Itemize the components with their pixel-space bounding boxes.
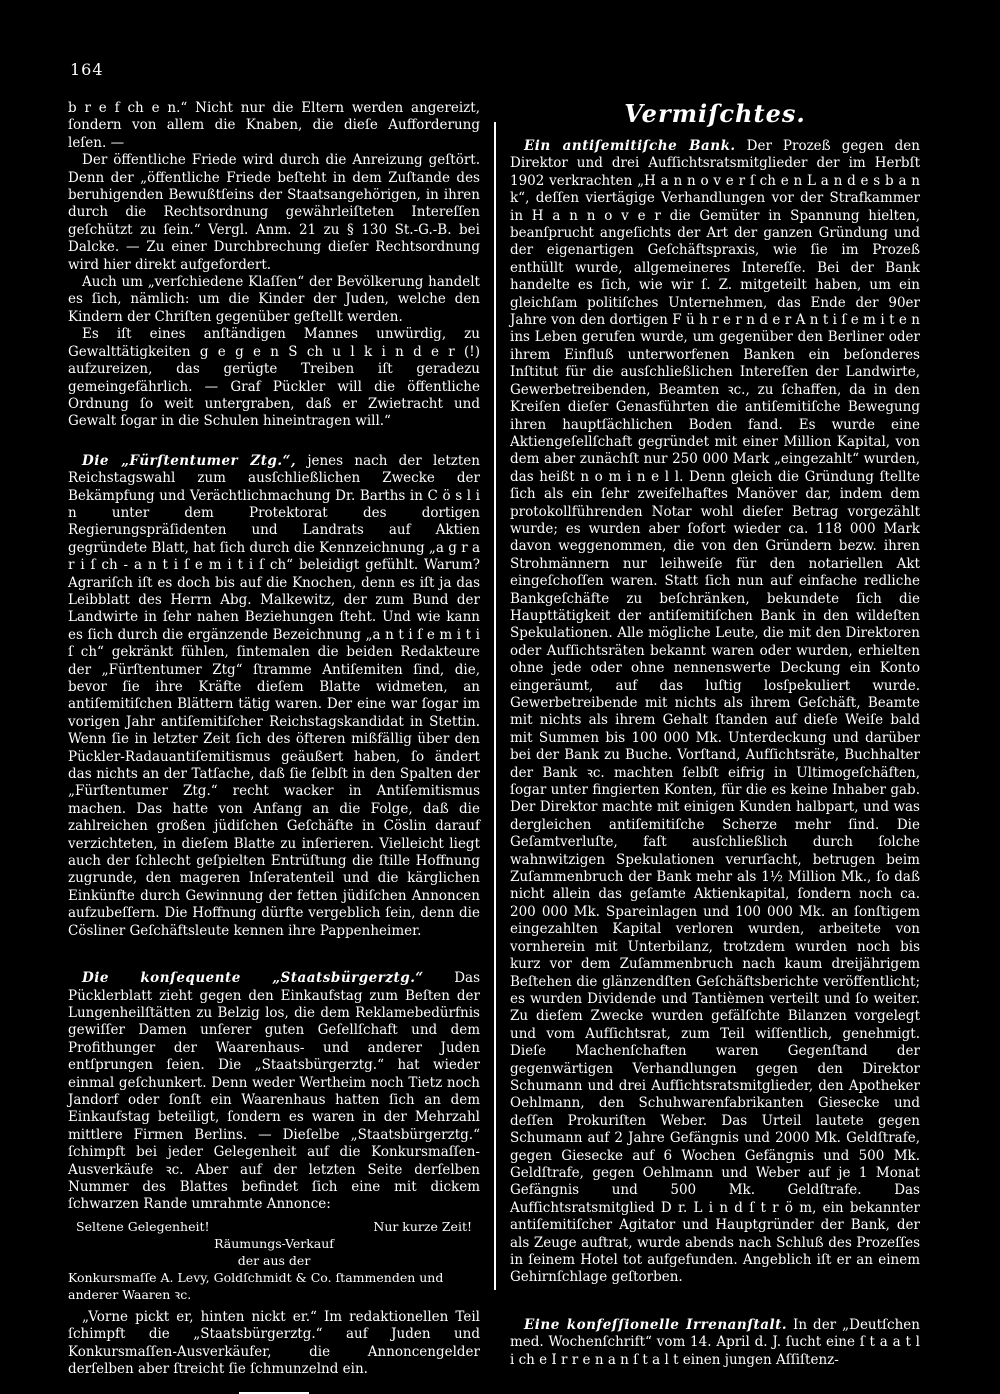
article-heading: Eine konfeſſionelle Irrenanſtalt. xyxy=(524,1316,788,1333)
quoted-advertisement xyxy=(68,1218,480,1303)
article-bank xyxy=(510,138,920,1287)
article-heading: Die konſequente „Staatsbürgerztg.“ xyxy=(82,970,424,987)
article-staatsbuergerztg xyxy=(68,970,480,1214)
ad-subtitle: der aus der xyxy=(237,1252,311,1268)
article-heading: Ein antiſemitiſche Bank. xyxy=(524,138,736,154)
ad-left-text: Seltene Gelegenheit! xyxy=(76,1218,210,1234)
paragraph: Auch um „verſchiedene Klaſſen“ der Bevölkerung handelt es ſich, nämlich: um die Kinder der Juden, welche den Kindern der Chriſten gegenüber geſtellt werden. xyxy=(68,274,480,325)
paragraph: „Vorne pickt er, hinten nickt er.“ Im redaktionellen Teil ſchimpft die „Staatsbürgerztg.“ auf Juden und Konkursmaſſen-Ausverkäufer, die Annoncengelder derſelben aber ſtreicht ſie ſchmunzelnd ein. xyxy=(68,1308,480,1377)
ad-right-text: Nur kurze Zeit! xyxy=(373,1218,472,1234)
paragraph: Der öffentliche Friede wird durch die Anreizung geſtört. Denn der „öffentliche Friede beſteht in dem Zuſtande des beruhigenden Bewußtſeins der Staatsangehörigen, in ihren durch die Rechtsordnung gewährleiſteten Intereſſen geſchützt zu ſein.“ Vergl. Anm. 21 zu § 130 St.-G.-B. bei Dalcke. — Zu einer Durchbrechung dieſer Rechtsordnung wird hier direkt aufgefordert. xyxy=(68,152,480,273)
article-heading: Die „Fürſtentumer Ztg.“, xyxy=(82,452,297,469)
article-text: In der „Deutſchen med. Wochenſchrift“ vom 14. April d. J. ſucht eine ſ t a a t l i ch e I r r e n a n ſ t a l t einen jungen Aſſiſtenz- xyxy=(510,1316,920,1368)
ad-title: Räumungs-Verkauf xyxy=(214,1235,334,1251)
ad-top-row xyxy=(68,1218,480,1235)
article-text: Das Pücklerblatt zieht gegen den Einkaufstag zum Beſten der Lungenheilſtätten zu Belzig los, die dem Reklamebedürfnis gewiſſer Damen unſerer guten Geſellſchaft und dem Profithunger der Waarenhaus- und anderer Juden entſprungen ſeien. Die „Staatsbürgerztg.“ hat wieder einmal geſchunkert. Denn weder Wertheim noch Tietz noch Jandorf oder ſonſt ein Waarenhaus hatten ſich an dem Einkaufstag beteiligt, ſondern es waren in der Mehrzahl mittlere Firmen Berlins. — Dieſelbe „Staatsbürgerztg.“ ſchimpft bei jeder Gelegenheit auf die Konkursmaſſen-Ausverkäufe ꝛc. Aber auf der letzten Seite derſelben Nummer des Blattes befindet ſich eine mit dickem ſchwarzen Rande umrahmte Annonce: xyxy=(68,970,481,1213)
article-irrenanstalt xyxy=(510,1317,920,1369)
article-fuerstentumer xyxy=(68,453,480,940)
paragraph: b r e f ch e n.“ Nicht nur die Eltern werden angereizt, ſondern von allem die Knaben, die dieſe Aufforderung leſen. — xyxy=(68,100,480,151)
article-text: jenes nach der letzten Reichstagswahl zum ausſchließlichen Zwecke der Bekämpfung und Verächtlichmachung Dr. Barths in C ö s l i n unter dem Protektorat des dortigen Regierungspräſidenten und Landrats auf Aktien gegründete Blatt, hat ſich durch die Kennzeichnung „a g r a r i ſ ch - a n t i ſ e m i t i ſ ch“ beleidigt gefühlt. Warum? Agrariſch iſt es doch bis auf die Knochen, denn es iſt ja das Leibblatt des Herrn Abg. Malkewitz, der zum Bund der Landwirte in ſehr nahen Beziehungen ſteht. Und wie kann es ſich durch die ergänzende Bezeichnung „a n t i ſ e m i t i ſ ch“ gekränkt fühlen, ſintemalen die beiden Redakteure der „Fürſtentumer Ztg“ ſtramme Antiſemiten ſind, die, bevor ſie ihre Kräfte dieſem Blatte widmeten, an antiſemitiſchen Blättern tätig waren. Der eine war ſogar im vorigen Jahr antiſemitiſcher Reichstagskandidat in Stettin. Wenn ſie in letzter Zeit ſich des öfteren mißfällig über den Pückler-Radauantiſemitismus geäußert haben, ſo ändert das nichts an der Tatſache, daß ſie ſelbſt in den Spalten der „Fürſtentumer Ztg.“ recht wacker in Antiſemitismus machen. Das hatte von Anfang an die Folge, daß die zahlreichen großen jüdiſchen Geſchäfte in Cöslin darauf verzichteten, in dieſem Blatte zu inſerieren. Vielleicht liegt auch der ſchlecht geſpielten Entrüſtung die ſtille Hoffnung zugrunde, den mageren Inſeratenteil und die kärglichen Einkünfte durch Gewinnung der fetten jüdiſchen Annoncen aufzubeſſern. Die Hoffnung dürfte vergeblich ſein, denn die Cösliner Geſchäftsleute kennen ihre Pappenheimer. xyxy=(68,452,480,939)
section-title: Vermiſchtes. xyxy=(624,99,806,128)
left-column xyxy=(68,100,480,1394)
article-text: Der Prozeß gegen den Direktor und drei Aufſichtsratsmitglieder der im Herbſt 1902 verkrachten „H a n n o v e r ſ ch e n L a n d e s b a n k“, deſſen viertägige Verhandlungen vor der Strafkammer in H a n n o v e r die Gemüter in Spannung hielten, beanſprucht angeſichts der Art der ganzen Gründung und der eigenartigen Geſchäftspraxis, wie ſie im Prozeß enthüllt wurde, allgemeineres Intereſſe. Bei der Bank handelte es ſich, wie wir ſ. Z. mitgeteilt haben, um ein gleichſam politiſches Unternehmen, das Ende der 90er Jahre von den dortigen F ü h r e r n d e r A n t i ſ e m i t e n ins Leben gerufen wurde, um gegenüber den Berliner oder ihrem Einfluß unterworfenen Banken ein beſonderes Inſtitut für die ausſchließlichen Intereſſen der Landwirte, Gewerbetreibenden, Beamten ꝛc., zu ſchaffen, da in den Kreiſen dieſer Genasführten die antiſemitiſche Bewegung ihren hauptſächlichen Boden fand. Es wurde eine Aktiengeſellſchaft gegründet mit einer Million Kapital, von dem aber zunächſt nur 250 000 Mark „eingezahlt“ wurden, das heißt n o m i n e l l. Denn gleich die Gründung ſtellte ſich als ein ſehr zweifelhaftes Manöver dar, indem dem protokollführenden Notar wohl dieſer Betrag vorgezählt wurde; es wurden aber ſofort wieder ca. 118 000 Mark davon weggenommen, die von den Gründern bezw. ihren Strohmännern nur leihweiſe für den notariellen Akt eingeſchoſſen waren. Statt ſich nun auf einfache redliche Bankgeſchäfte zu beſchränken, bekundete ſich die Haupttätigkeit der antiſemitiſchen Bank in den wildeſten Spekulationen. Alle mögliche Leute, die mit den Direktoren oder Aufſichtsräten bekannt waren oder wurden, erhielten ohne jede oder ohne nennenswerte Deckung ein Konto eingeräumt, auf das luſtig losſpekuliert wurde. Gewerbetreibende mit nichts als ihrem Geſchäft, Beamte mit nichts als ihrem Gehalt ſtanden auf dieſe Weiſe bald mit Summen bis 100 000 Mk. Unterdeckung und darüber bei der Bank zu Buche. Vorſtand, Aufſichtsräte, Buchhalter der Bank ꝛc. machten ſelbſt eifrig in Ultimogeſchäften, ſogar unter fingierten Konten, für die es keine Inhaber gab. Der Direktor machte mit einigen Kunden halbpart, und was dergleichen antiſemitiſche Scherze mehr ſind. Die Geſamtverluſte, faſt ausſchließlich durch ſolche wahnwitzigen Spekulationen verurſacht, betrugen beim Zuſammenbruch der Bank mehr als 1½ Million Mk., ſo daß nicht allein das geſamte Aktienkapital, ſondern noch ca. 200 000 Mk. Spareinlagen und 100 000 Mk. an ſonſtigem eingezahlten Kapital verloren wurden, arbeitete von vornherein mit Unterbilanz, trotzdem wurden noch bis kurz vor dem Zuſammenbruch nach kaum dreijährigem Beſtehen die glänzendſten Geſchäftsberichte veröffentlicht; es wurden Dividende und Tantièmen verteilt und ſo weiter. Zu dieſem Zwecke wurden gefälſchte Bilanzen vorgelegt und vom Aufſichtsrat, zum Teil wiſſentlich, genehmigt. Dieſe Machenſchaften waren Gegenſtand der gegenwärtigen Verhandlungen gegen den Direktor Schumann und drei Aufſichtsratsmitglieder, den Apotheker Oehlmann, den Schuhwarenfabrikanten Giesecke und deſſen Prokuriſten Weber. Das Urteil lautete gegen Schumann auf 2 Jahre Gefängnis und 2000 Mk. Geldſtrafe, gegen Giesecke auf 6 Wochen Gefängnis und 500 Mk. Geldſtrafe, gegen Oehlmann und Weber auf je 1 Monat Gefängnis und 500 Mk. Geldſtrafe. Das Aufſichtsratsmitglied D r. L i n d ſ t r ö m, ein bekannter antiſemitiſcher Agitator und Hauptgründer der Bank, der als Zeuge auftrat, wurde abends nach Schluß des Prozeſſes in ſeinem Hotel tot aufgefunden. Angeblich iſt er an einem Gehirnſchlage geſtorben. xyxy=(510,138,920,1286)
ad-body: Konkursmaſſe A. Levy, Goldſchmidt & Co. ſtammenden und anderer Waaren ꝛc. xyxy=(68,1269,444,1302)
right-column xyxy=(510,100,920,1369)
page-number: 164 xyxy=(70,60,104,79)
paragraph: Es iſt eines anſtändigen Mannes unwürdig, zu Gewalttätigkeiten g e g e n S ch u l k i n d e r (!) aufzureizen, das gerügte Treiben iſt geradezu gemeingefährlich. — Graf Pückler will die öffentliche Ordnung ſo weit untergraben, daß er Zwietracht und Gewalt ſogar in die Schulen hineintragen will.“ xyxy=(68,326,480,430)
column-divider xyxy=(494,122,496,1290)
